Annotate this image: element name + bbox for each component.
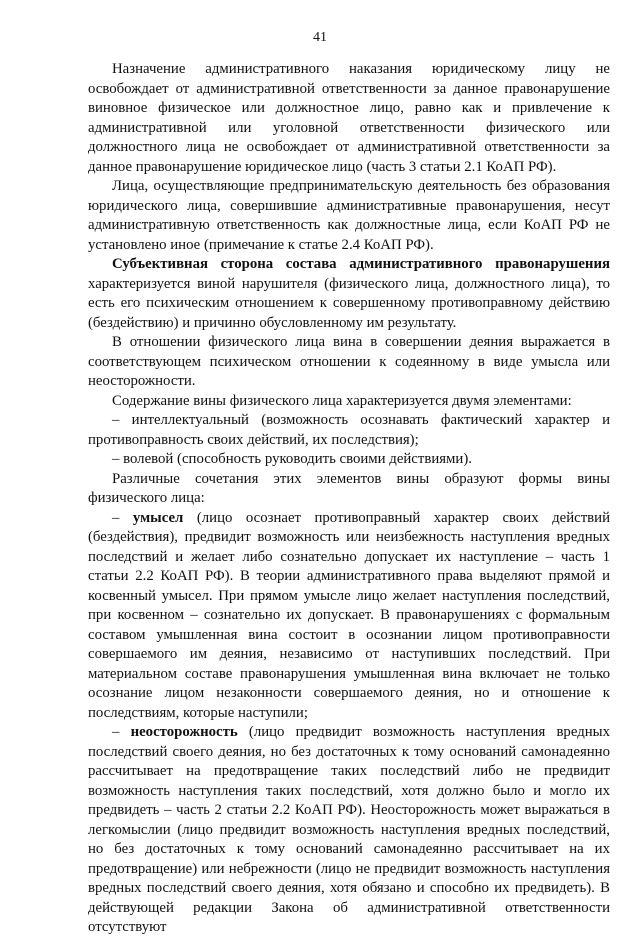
paragraph-subjective-side	[88, 255, 610, 333]
list-dash: –	[112, 724, 131, 740]
page-body	[88, 60, 610, 938]
paragraph-subjective-side-text: характеризуется виной нарушителя (физического лица, должностного лица), то есть его психическим отношением к совершенному противоправному действию (бездействию) и причинно обусловленному им результату.	[88, 275, 610, 331]
page-number: 41	[313, 30, 327, 45]
list-item-negligence	[88, 723, 610, 938]
list-item-intellectual: – интеллектуальный (возможность осознавать фактический характер и противоправность своих действий, их последствия);	[88, 412, 610, 448]
list-item-intent-text: (лицо осознает противоправный характер своих действий (бездействия), предвидит возможность или неизбежность наступления вредных последствий и желает либо сознательно допускает их наступление – часть 1 статьи 2.2 КоАП РФ). В теории административного права выделяют прямой и косвенный умысел. При прямом умысле лицо желает наступления последствий, при косвенном – сознательно их допускает. В правонарушениях с формальным составом умышленная вина состоит в осознании лицом противоправности совершаемого им деяния, независимо от наступивших последствий. При материальном составе правонарушения умышленная вина включает не только осознание лицом незаконности совершаемого деяния, но и отношение к последствиям, которые наступили;	[88, 509, 610, 721]
term-intent: умысел	[132, 509, 184, 526]
list-item-volitional: – волевой (способность руководить своими действиями).	[112, 451, 472, 467]
term-subjective-side: Субъективная сторона состава административного правонарушения	[112, 256, 610, 272]
list-item-intent	[88, 509, 610, 724]
paragraph-forms-of-guilt: Различные сочетания этих элементов вины образуют формы вины физического лица:	[88, 470, 610, 506]
paragraph-guilt-physical-person: В отношении физического лица вина в совершении деяния выражается в соответствующем психическом отношении к содеянному в виде умысла или неосторожности.	[88, 334, 610, 389]
list-dash: –	[112, 509, 133, 526]
paragraph-guilt-elements: Содержание вины физического лица характеризуется двумя элементами:	[112, 392, 572, 409]
paragraph-entrepreneurs: Лица, осуществляющие предпринимательскую деятельность без образования юридического лица, совершившие административные правонарушения, несут административную ответственность как должностные лица, если КоАП РФ не установлено иное (примечание к статье 2.4 КоАП РФ).	[88, 178, 610, 253]
list-item-negligence-text: (лицо предвидит возможность наступления вредных последствий своего деяния, но без достаточных к тому оснований самонадеянно рассчитывает на предотвращение таких последствий либо не предвидит возможность наступления таких последствий, хотя должно было и могло их предвидеть – часть 2 статьи 2.2 КоАП РФ). Неосторожность может выражаться в легкомыслии (лицо предвидит возможность наступления вредных последствий, но без достаточных к тому оснований самонадеянно рассчитывает на их предотвращение) или небрежности (лицо не предвидит возможность наступления вредных последствий своего деяния, хотя обязано и способно их предвидеть). В действующей редакции Закона об административной ответственности отсутствуют	[88, 724, 610, 935]
paragraph-legal-entity-penalty: Назначение административного наказания юридическому лицу не освобождает от административной ответственности за данное правонарушение виновное физическое или должностное лицо, равно как и привлечение к административной или уголовной ответственности физического или должностного лица не освобождает от административной ответственности за данное правонарушение юридическое лицо (часть 3 статьи 2.1 КоАП РФ).	[88, 61, 610, 175]
term-negligence: неосторожность	[130, 724, 238, 740]
